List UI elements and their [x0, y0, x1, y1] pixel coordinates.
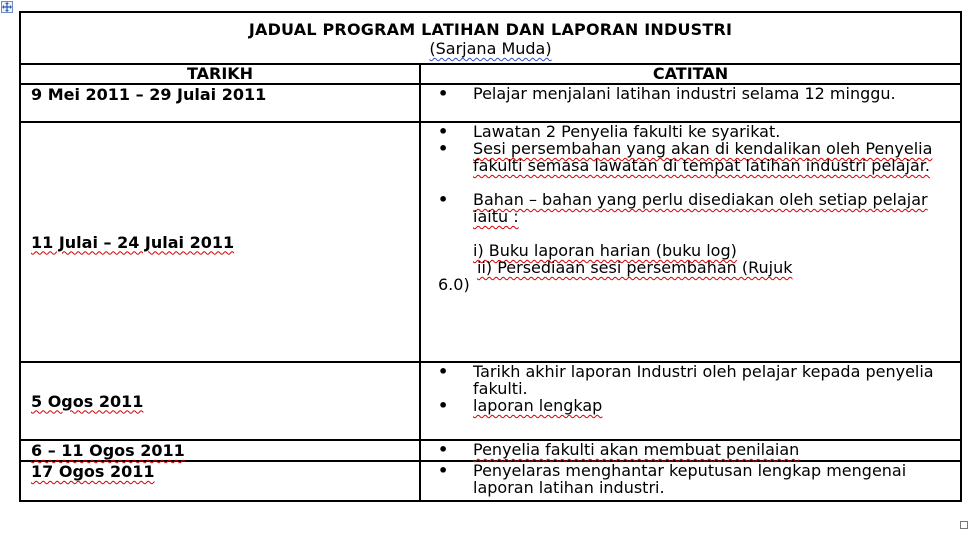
date-text: 17 Ogos 2011 — [31, 462, 155, 481]
table-row — [20, 362, 961, 440]
note-text: Bahan – bahan yang perlu disediakan oleh setiap pelajar iaitu : — [473, 190, 928, 226]
sub-item: ii) Persediaan sesi persembahan (Rujuk — [477, 258, 793, 277]
note-text: Lawatan 2 Penyelia fakulti ke syarikat. — [473, 122, 781, 141]
table-row — [20, 440, 961, 461]
list-item — [421, 441, 960, 458]
notes-cell — [420, 84, 961, 122]
note-text: Penyelaras menghantar keputusan lengkap mengenai laporan latihan industri. — [473, 461, 907, 497]
table-resize-handle[interactable] — [960, 521, 968, 529]
schedule-table — [19, 11, 962, 502]
table-subtitle: (Sarjana Muda) — [429, 39, 552, 58]
sub-item: i) Buku laporan harian (buku log) — [473, 241, 737, 260]
list-item — [421, 462, 960, 496]
date-cell — [20, 362, 420, 440]
bullet: • — [438, 440, 449, 459]
date-text: 11 Julai – 24 Julai 2011 — [31, 232, 235, 252]
bullet: • — [438, 461, 449, 480]
list-item — [421, 123, 960, 140]
list-item — [421, 397, 960, 414]
table-row — [20, 461, 961, 501]
table-row — [20, 122, 961, 362]
table-move-handle-icon[interactable] — [1, 1, 13, 13]
note-text: laporan lengkap — [473, 396, 603, 415]
list-item — [421, 191, 960, 225]
note-text: Pelajar menjalani latihan industri selama 12 minggu. — [473, 84, 896, 103]
table-row — [20, 84, 961, 122]
note-text: Tarikh akhir laporan Industri oleh pelajar kepada penyelia fakulti. — [473, 362, 934, 398]
date-text: 5 Ogos 2011 — [31, 391, 144, 411]
date-cell — [20, 122, 420, 362]
bullet: • — [438, 190, 449, 209]
date-cell — [20, 440, 420, 461]
table-title: JADUAL PROGRAM LATIHAN DAN LAPORAN INDUSTRI — [248, 20, 733, 39]
table-title-cell — [20, 12, 961, 64]
column-header-notes: CATITAN — [420, 64, 961, 84]
list-item — [421, 85, 960, 102]
notes-cell — [420, 122, 961, 362]
bullet: • — [438, 396, 449, 415]
date-text: 6 – 11 Ogos 2011 — [31, 441, 185, 460]
bullet: • — [438, 362, 449, 381]
bullet: • — [438, 122, 449, 141]
note-text: Penyelia fakulti akan membuat penilaian — [473, 440, 800, 459]
list-item — [421, 363, 960, 397]
date-cell — [20, 84, 420, 122]
notes-cell — [420, 440, 961, 461]
column-header-date: TARIKH — [20, 64, 420, 84]
notes-cell — [420, 461, 961, 501]
bullet: • — [438, 139, 449, 158]
note-text: Sesi persembahan yang akan di kendalikan oleh Penyelia fakulti semasa lawatan di tempat latihan industri pelajar. — [473, 139, 933, 175]
date-cell — [20, 461, 420, 501]
list-item — [421, 140, 960, 174]
date-text: 9 Mei 2011 – 29 Julai 2011 — [31, 85, 267, 104]
bullet: • — [438, 84, 449, 103]
notes-cell — [420, 362, 961, 440]
sub-item: 6.0) — [438, 275, 470, 294]
